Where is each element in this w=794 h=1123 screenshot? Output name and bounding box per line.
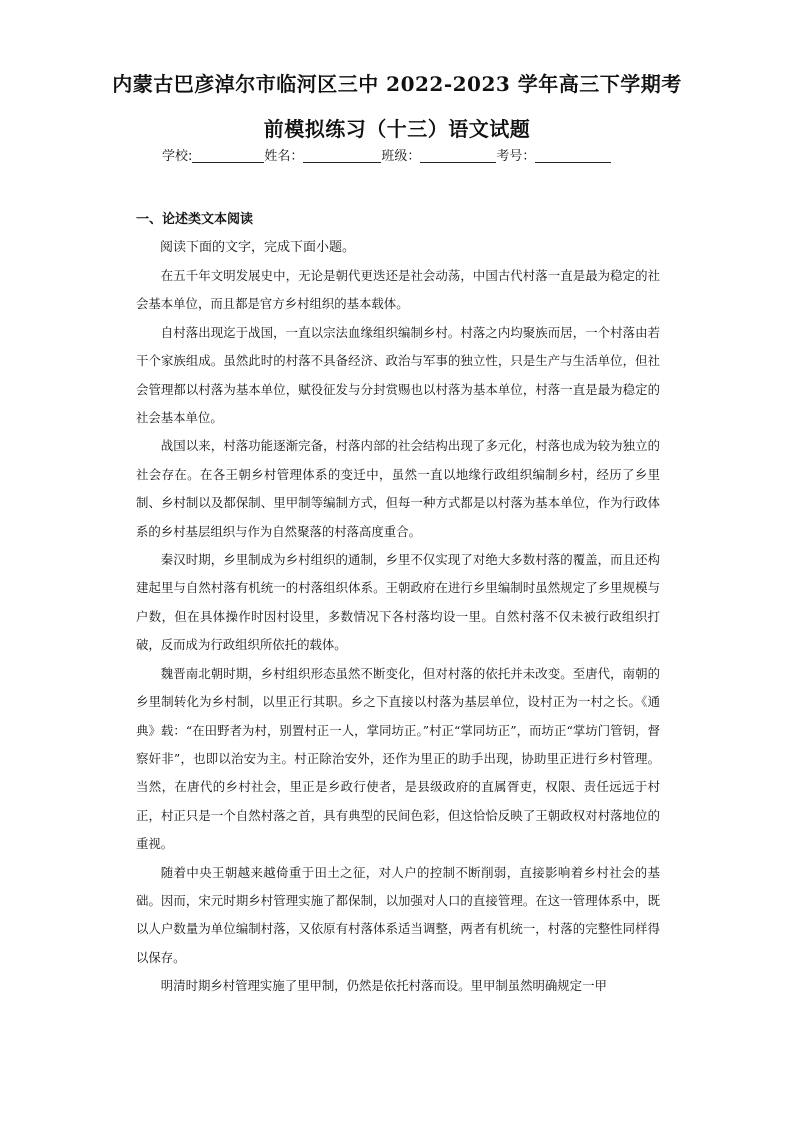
document-title-line-1: 内蒙古巴彦淖尔市临河区三中 2022-2023 学年高三下学期考 bbox=[112, 72, 682, 96]
passage-paragraph: 战国以来，村落功能逐渐完备，村落内部的社会结构出现了多元化，村落也成为较为独立的社会存在。在各王朝乡村管理体系的变迁中，虽然一直以地缘行政组织编制乡村，经历了乡里制、乡村制以及都保制、里甲制等编制方式，但每一种方式都是以村落为基本单位，作为行政体系的乡村基层组织与作为自然聚落的村落高度重合。 bbox=[136, 438, 660, 539]
section-instruction: 阅读下面的文字，完成下面小题。 bbox=[160, 240, 356, 255]
student-info-row bbox=[162, 145, 642, 164]
passage-paragraph: 在五千年文明发展史中，无论是朝代更迭还是社会动荡，中国古代村落一直是最为稳定的社会基本单位，而且都是官方乡村组织的基本载体。 bbox=[136, 268, 660, 312]
class-label: 班级： bbox=[381, 149, 421, 164]
passage-paragraph: 自村落出现迄于战国，一直以宗法血缘组织编制乡村。村落之内均聚族而居，一个村落由若干个家族组成。虽然此时的村落不具备经济、政治与军事的独立性，只是生产与生活单位，但社会管理都以村落为基本单位，赋役征发与分封赏赐也以村落为基本单位，村落一直是最为稳定的社会基本单位。 bbox=[136, 324, 660, 426]
document-title-line-2: 前模拟练习（十三）语文试题 bbox=[263, 117, 531, 141]
passage-paragraph: 明清时期乡村管理实施了里甲制，仍然是依托村落而设。里甲制虽然明确规定一甲 bbox=[160, 978, 607, 994]
school-blank bbox=[192, 148, 264, 163]
exam-no-blank bbox=[535, 148, 611, 163]
school-label: 学校: bbox=[162, 149, 193, 164]
section-heading: 一、论述类文本阅读 bbox=[136, 212, 254, 227]
name-blank bbox=[303, 148, 381, 163]
class-blank bbox=[420, 148, 496, 163]
passage-paragraph: 秦汉时期，乡里制成为乡村组织的通制，乡里不仅实现了对绝大多数村落的覆盖，而且还构建起里与自然村落有机统一的村落组织体系。王朝政府在进行乡里编制时虽然规定了乡里规模与户数，但在具体操作时因村设里，多数情况下各村落均设一里。自然村落不仅未被行政组织打破，反而成为行政组织所依托的载体。 bbox=[136, 552, 660, 653]
passage bbox=[136, 262, 660, 1001]
exam-no-label: 考号： bbox=[496, 149, 536, 164]
passage-paragraph: 随着中央王朝越来越倚重于田土之征，对人户的控制不断削弱，直接影响着乡村社会的基础。因而，宋元时期乡村管理实施了都保制，以加强对人口的直接管理。在这一管理体系中，既以人户数量为单位编制村落，又依原有村落体系适当调整，两者有机统一，村落的完整性同样得以保存。 bbox=[136, 864, 660, 965]
name-label: 姓名： bbox=[264, 149, 304, 164]
passage-paragraph: 魏晋南北朝时期，乡村组织形态虽然不断变化，但对村落的依托并未改变。至唐代，南朝的乡里制转化为乡村制，以里正行其职。乡之下直接以村落为基层单位，设村正为一村之长。《通典》载：“在田野者为村，别置村正一人，掌同坊正。”村正“掌同坊正”，而坊正“掌坊门管钥，督察奸非”，也即以治安为主。村正除治安外，还作为里正的助手出现，协助里正进行乡村管理。当然，在唐代的乡村社会，里正是乡政行使者，是县级政府的直属胥吏，权限、责任远远于村正，村正只是一个自然村落之首，具有典型的民间色彩，但这恰恰反映了王朝政权对村落地位的重视。 bbox=[136, 665, 660, 852]
